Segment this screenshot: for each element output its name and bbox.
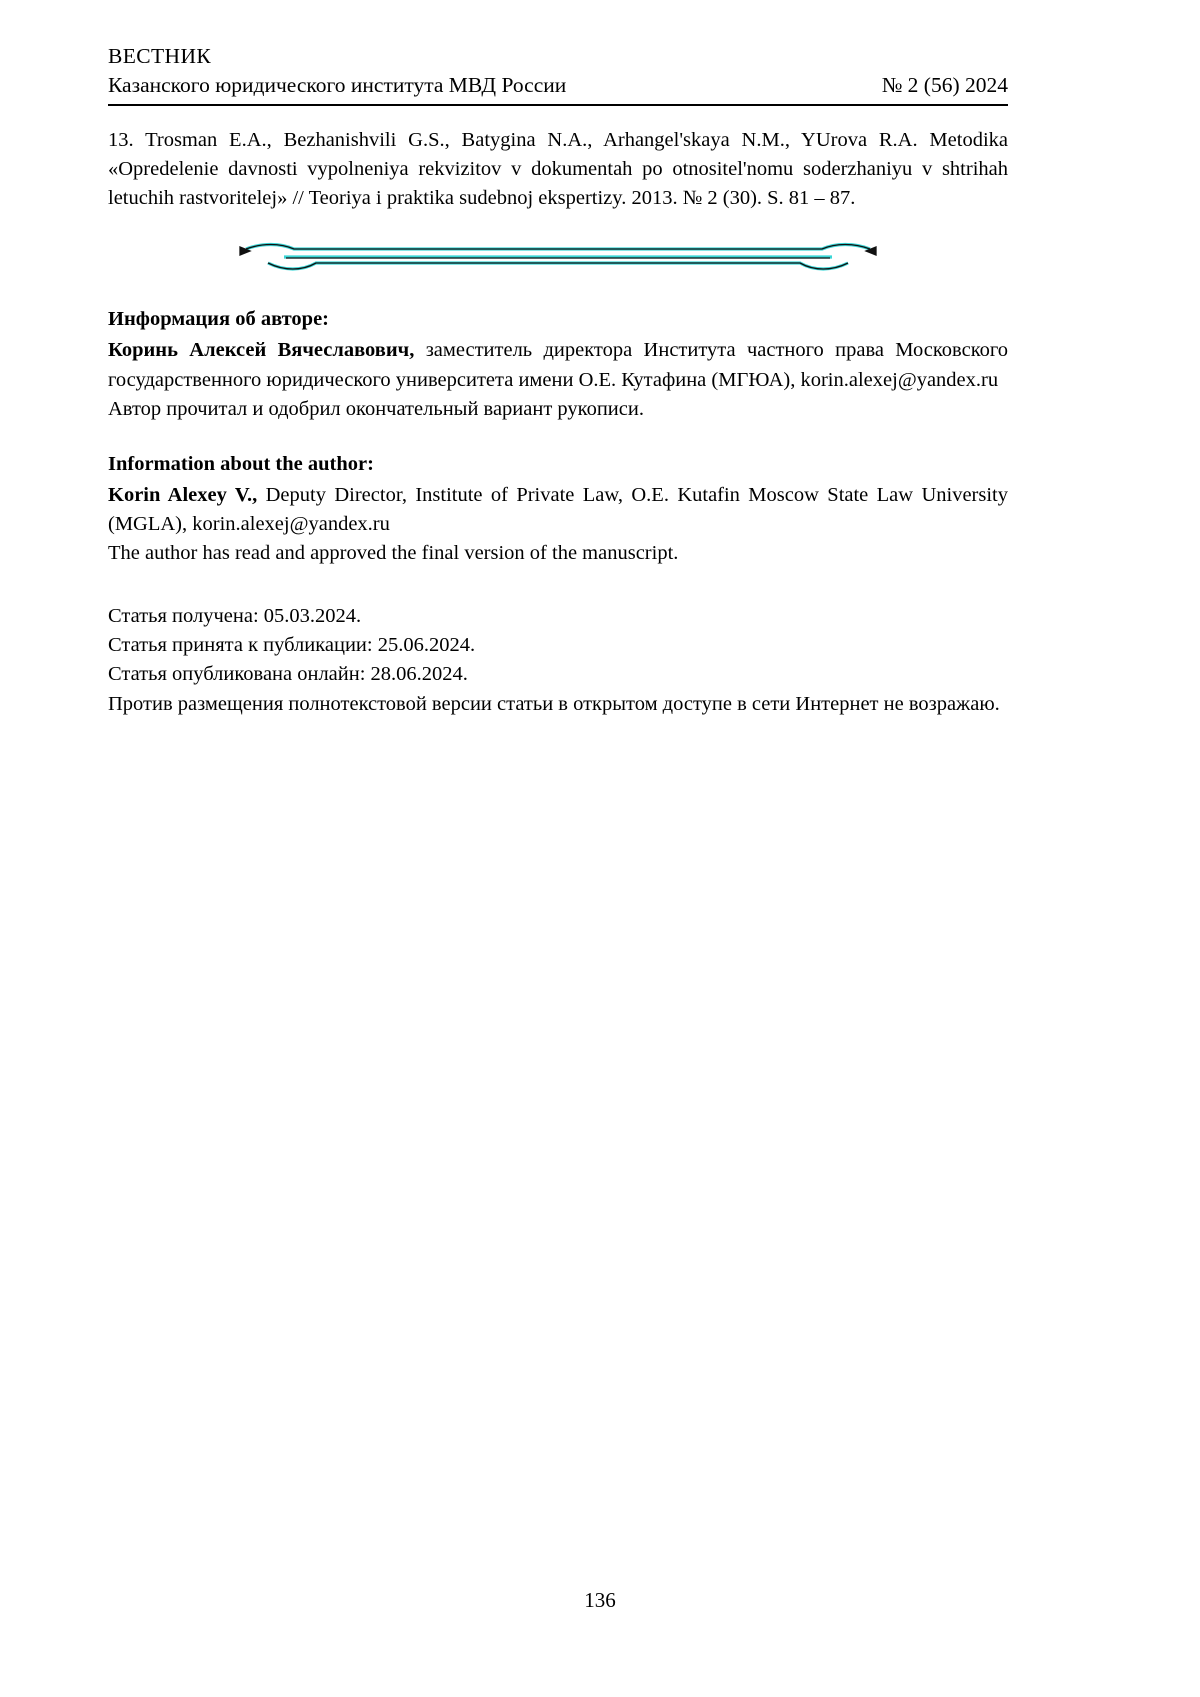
open-access-consent: Против размещения полнотекстовой версии статьи в открытом доступе в сети Интернет не возражаю. xyxy=(108,692,1000,715)
page-content xyxy=(108,42,1008,719)
page-number: 136 xyxy=(584,1588,616,1612)
date-received: Статья получена: 05.03.2024. xyxy=(108,605,362,628)
author-affiliation-ru: заместитель директора Института частного права Московского государственного юридического университета имени О.Е. Кутафина (МГЮА), korin.alexej@yandex.ru xyxy=(108,339,1009,391)
author-info-ru-affiliation xyxy=(108,336,1008,394)
author-info-ru xyxy=(108,305,1008,423)
author-statement-ru: Автор прочитал и одобрил окончательный вариант рукописи. xyxy=(108,397,644,420)
header-rule xyxy=(108,104,1008,106)
author-affiliation-en: Deputy Director, Institute of Private Law, O.E. Kutafin Moscow State Law University (MGLA), korin.alexej@yandex.ru xyxy=(108,483,1009,536)
page-header xyxy=(108,42,1008,106)
author-name-en: Korin Alexey V., xyxy=(108,483,258,506)
date-accepted: Статья принята к публикации: 25.06.2024. xyxy=(108,634,476,657)
bibliography-entry: 13. Trosman E.A., Bezhanishvili G.S., Batygina N.A., Arhangel'skaya N.M., YUrova R.A. Metodika «Opredelenie davnosti vypolneniya rekvizitov v dokumentah po otnositel'nomu soderzhaniyu v shtrihah letuchih rastvoritelej» // Teoriya i praktika sudebnoj ekspertizy. 2013. № 2 (30). S. 81 – 87. xyxy=(108,129,1008,210)
author-info-en-heading: Information about the author: xyxy=(108,452,374,475)
author-name-ru: Коринь Алексей Вячеславович, xyxy=(108,339,415,362)
issue-number: № 2 (56) 2024 xyxy=(881,73,1008,98)
author-statement-en: The author has read and approved the final version of the manuscript. xyxy=(108,542,679,565)
author-info-ru-heading: Информация об авторе: xyxy=(108,308,330,331)
journal-subtitle-row xyxy=(108,71,1008,100)
author-info-en-affiliation xyxy=(108,481,1008,539)
journal-title-line2: Казанского юридического института МВД России xyxy=(108,73,567,98)
article-dates xyxy=(108,602,1008,718)
author-info-en xyxy=(108,450,1008,568)
date-published: Статья опубликована онлайн: 28.06.2024. xyxy=(108,663,468,686)
journal-title-line1: ВЕСТНИК xyxy=(108,44,212,68)
ornamental-divider xyxy=(228,239,888,279)
